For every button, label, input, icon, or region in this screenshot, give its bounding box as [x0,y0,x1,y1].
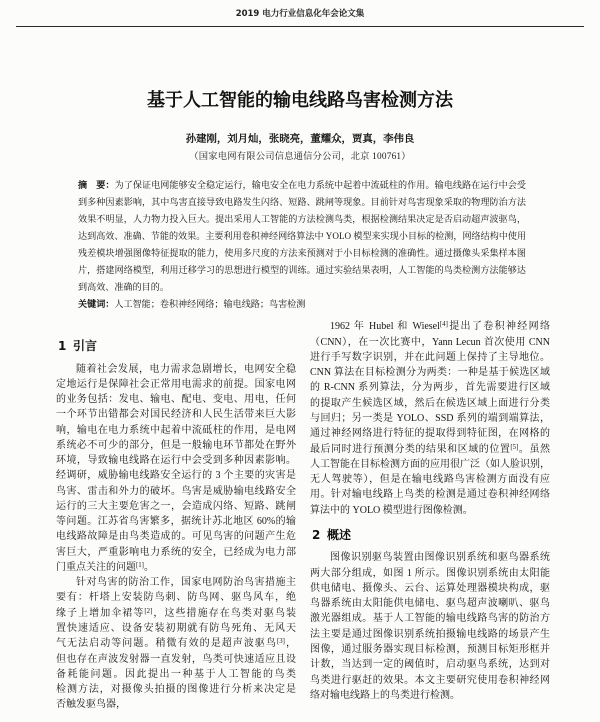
text-line: 鸟器系统由太阳能供电储电、驱鸟超声波喇叭、驱鸟 [310,598,550,610]
text-line: 法主要是通过图像识别系统拍摄输电线路的场景产生 [310,628,550,640]
text-line: 随着社会发展，电力需求急剧增长，电网安全稳 [76,363,296,375]
text-line: 等问题。江苏省鸟害繁多，据统计苏北地区 60%的输 [56,516,296,528]
text-line: 经调研，威胁输电线路安全运行的 3 个主要的灾害是 [56,470,296,482]
section-number: 2 [312,528,321,542]
citation-ref: [3] [277,638,285,646]
text-line: 备耗能问题。因此提出一种基于人工智能的鸟类 [56,668,296,680]
abstract [78,177,526,313]
section-heading [312,527,351,543]
citation-ref: [1] [136,561,144,569]
abstract-first-line [78,177,526,194]
abstract-label: 摘 要： [78,180,115,191]
text-line: 到多种因素影响，其中鸟害直接导致电路发生闪络、短路、跳闸等现象。目前针对鸟害现象采取的物理防治方法 [78,196,526,207]
running-header: 2019 电力行业信息化年会论文集 [235,9,365,19]
text-line: 计数，当达到一定的阈值时，启动驱鸟系统，达到对 [310,659,550,671]
text-line: 缘子上增加伞裙等[2]，这些措施存在鸟类对驱鸟装 [56,607,296,619]
text-line: 达到高效、准确、节能的效果。主要利用卷积神经网络算法中 YOLO 模型来实现小目标的检测，网络结构中使用 [78,230,526,241]
text-line: 置快速适应、设备安装初期就有防鸟死角、无风天 [56,623,296,635]
text-line: 一个环节出错都会对国民经济和人民生活带来巨大影 [56,409,296,421]
text-line: 进行手写数字识别，并在此问题上保持了主导地位。 [310,351,550,363]
text-line: 残差模块增强图像特征提取的能力，使用多尺度的方法来预测对于小目标检测的准确性。通过摄像头采集样本图 [78,247,526,258]
text-line: 图像识别驱鸟装置由图像识别系统和驱鸟器系统 [330,552,550,564]
section-heading [58,338,97,354]
text-line: 运行的三大主要危害之一，会造成闪络、短路、跳闸 [56,500,296,512]
text-line: 气无法启动等问题。稍微有效的是超声波驱鸟[3]， [56,638,296,650]
text-line: 与回归；另一类是 YOLO、SSD 系列的端到端算法， [310,412,550,424]
text-line: 供电储电、摄像头、云台、运算处理器模块构成，驱 [310,582,550,594]
text-line: 害巨大，严重影响电力系统的安全，已经成为电力部 [56,546,296,558]
text-line: 系统必不可少的部分，但是一般输电环节都处在野外 [56,439,296,451]
text-line: （CNN），在一次比赛中，Yann Lecun 首次使用 CNN [310,336,550,348]
text-line: 1962 年 Hubel 和 Wiesel[4]提出了卷积神经网络 [330,321,550,333]
text-line: 算法中的 YOLO 模型进行图像检测。 [310,504,473,516]
citation-ref: [5] [510,443,519,451]
text-line: 最后同时进行预测分类的结果和区域的位置[5]。虽然 [310,443,550,455]
section-title: 引言 [72,339,97,353]
paragraph [56,575,296,712]
text-line: 针对鸟害的防治工作，国家电网防治鸟害措施主 [76,577,296,589]
text-line: 鸟害、雷击和外力的破坏。鸟害是威胁输电线路安全 [56,485,296,497]
section-number: 1 [58,339,67,353]
keywords-text: 人工智能；卷积神经网络；输电线路；鸟害检测 [114,298,306,309]
text-line: 片，搭建网络模型，利用迁移学习的思想进行模型的训练。通过实验结果表明，人工智能的鸟类检测方法能够达 [78,264,526,275]
keywords-label: 关键词： [78,299,115,310]
text-line: 的 R-CNN 系列算法，分为两步，首先需要进行区域 [310,382,550,394]
text-line: 要有：杆塔上安装防鸟刺、防鸟网、驱鸟风车，绝 [56,592,296,604]
right-column-bottom [310,550,550,703]
text-line: 激光器组成。基于人工智能的输电线路鸟害的防治方 [310,613,550,625]
right-column-top [310,319,550,517]
text-line: 否触发驱鸟器， [56,699,126,711]
header-rule [16,26,584,27]
text-line: 用。针对输电线路上鸟类的检测是通过卷积神经网络 [310,489,550,501]
text-line: 检测方法，对摄像头拍摄的图像进行分析来决定是 [56,684,296,696]
left-column [56,362,296,713]
paragraph [310,319,550,517]
text-line: 的提取产生候选区域，然后在候选区域上面进行分类 [310,397,550,409]
text-line: 络对输电线路上的鸟类进行检测。 [310,689,460,701]
author-list: 孙建刚，刘月灿，张晓亮，董耀众，贾真，李伟良 [185,134,415,145]
text-line: 两大部分组成，如图 1 所示。图像识别系统由太阳能 [310,567,550,579]
abstract-body [78,194,526,296]
text-line: 图像，通过服务器实现目标检测，预测目标矩形框并 [310,643,550,655]
text-line: 通过神经网络进行特征的提取得到特征图，在网格的 [310,428,550,440]
text-line: 但也存在声波发射器一直发射，鸟类可快速适应且设 [56,653,296,665]
citation-ref: [4] [439,321,448,329]
paper-title: 基于人工智能的输电线路鸟害检测方法 [147,90,453,111]
text-line: 门重点关注的问题[1]。 [56,561,154,573]
text-line: 环境，导致输电线路在运行中会受到多种因素影响。 [56,455,296,467]
text-line: 电线路故障是由鸟类造成的。可见鸟害的问题产生危 [56,531,296,543]
text-line: 到高效、准确的目的。 [78,281,169,292]
text-line: 无人驾驶等），但是在输电线路鸟害检测方面没有应 [310,474,550,486]
text-line: 效果不明显，人力物力投入巨大。提出采用人工智能的方法检测鸟类，根据检测结果决定是否启动超声波驱鸟， [78,213,526,224]
affiliation: （国家电网有限公司信息通信分公司，北京 100761） [189,152,411,162]
section-title: 概述 [326,528,351,542]
paragraph [310,550,550,703]
text-line: CNN 算法在目标检测分为两类：一种是基于候选区域 [310,367,550,379]
text-line: 定地运行是保障社会正常用电需求的前提。国家电网 [56,378,296,390]
text-line: 响，输电在电力系统中起着中流砥柱的作用，是电网 [56,424,296,436]
paragraph [56,362,296,576]
text-line: 鸟类进行驱赶的效果。本文主要研究使用卷积神经网 [310,674,550,686]
citation-ref: [2] [144,607,153,615]
text-line: 的业务包括：发电、输电、配电、变电、用电，任何 [56,394,296,406]
abstract-first-line-text: 为了保证电网能够安全稳定运行，输电安全在电力系统中起着中流砥柱的作用。输电线路在运行中会受 [114,179,526,190]
text-line: 人工智能在目标检测方面的应用很广泛（如人脸识别， [310,458,550,470]
keywords [78,296,526,313]
